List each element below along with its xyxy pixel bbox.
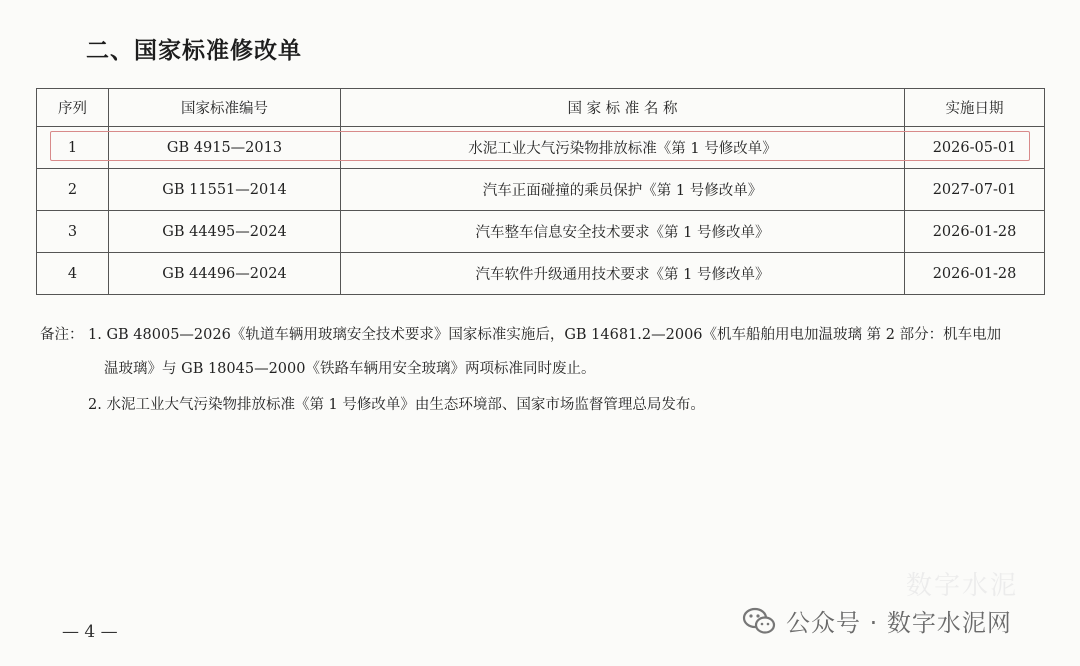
cell-date: 2026-01-28 [905,253,1045,295]
cell-name: 水泥工业大气污染物排放标准《第 1 号修改单》 [341,127,905,169]
note-line: 1. GB 48005—2026《轨道车辆用玻璃安全技术要求》国家标准实施后，GB 14681.2—2006《机车船舶用电加温玻璃 第 2 部分：机车电加 [88,327,1002,343]
cell-seq: 1 [37,127,109,169]
table-header-row [37,89,1045,127]
cell-code: GB 44496—2024 [109,253,341,295]
note-line: 2. 水泥工业大气污染物排放标准《第 1 号修改单》由生态环境部、国家市场监督管理总局发布。 [88,397,705,413]
watermark [742,603,1012,638]
table-row [37,211,1045,253]
cell-name: 汽车正面碰撞的乘员保护《第 1 号修改单》 [341,169,905,211]
cell-date: 2027-07-01 [905,169,1045,211]
watermark-text: 公众号 · 数字水泥网 [786,609,1012,637]
header-seq: 序列 [37,89,109,127]
table-row [37,253,1045,295]
header-code: 国家标准编号 [109,89,341,127]
cell-seq: 3 [37,211,109,253]
wechat-icon [742,606,776,636]
cell-code: GB 11551—2014 [109,169,341,211]
page-number: — 4 — [62,622,118,642]
cell-date: 2026-05-01 [905,127,1045,169]
header-name: 国 家 标 准 名 称 [341,89,905,127]
table-row [37,127,1045,169]
table-row [37,169,1045,211]
cell-code: GB 4915—2013 [109,127,341,169]
watermark-ghost-text: 数字水泥 [906,571,1019,601]
cell-code: GB 44495—2024 [109,211,341,253]
note-line: 温玻璃》与 GB 18045—2000《铁路车辆用安全玻璃》两项标准同时废止。 [104,361,596,377]
cell-date: 2026-01-28 [905,211,1045,253]
standards-table [36,88,1045,295]
notes-label: 备注： [40,327,84,343]
cell-name: 汽车整车信息安全技术要求《第 1 号修改单》 [341,211,905,253]
cell-seq: 2 [37,169,109,211]
header-date: 实施日期 [905,89,1045,127]
cell-name: 汽车软件升级通用技术要求《第 1 号修改单》 [341,253,905,295]
section-title: 二、国家标准修改单 [86,38,302,64]
cell-seq: 4 [37,253,109,295]
